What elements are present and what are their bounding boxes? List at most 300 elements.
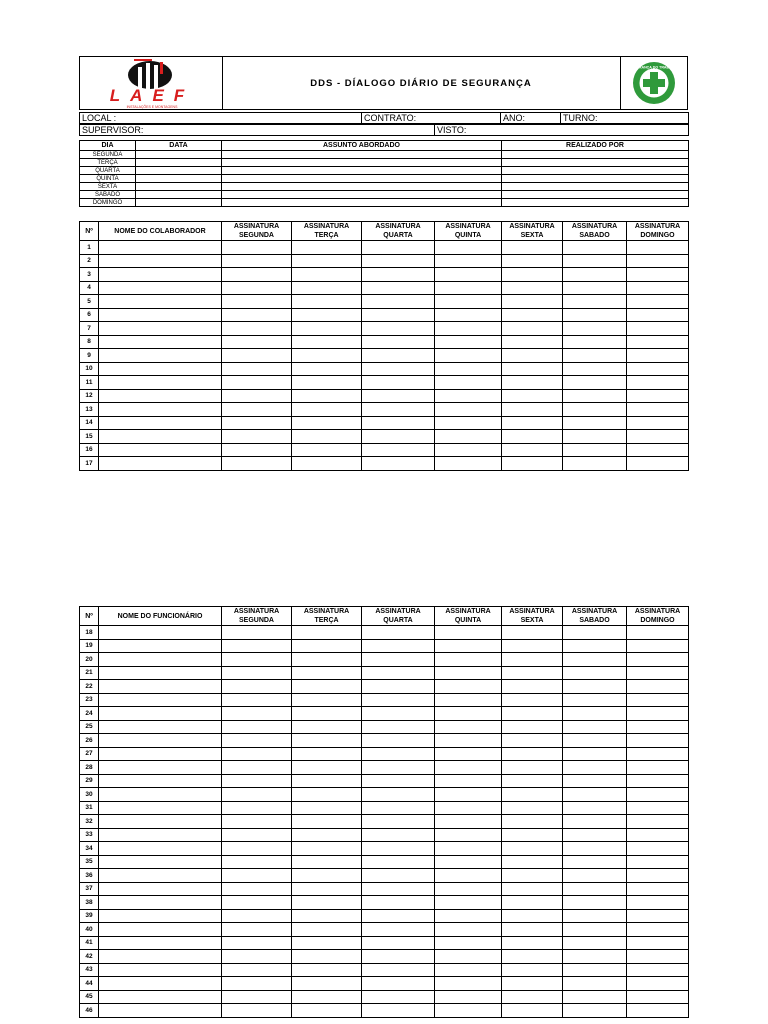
signature-cell[interactable] [222, 990, 292, 1004]
signature-cell[interactable] [563, 869, 627, 883]
signature-cell[interactable] [502, 389, 563, 403]
employee-name-cell[interactable] [99, 376, 222, 390]
signature-cell[interactable] [627, 693, 689, 707]
date-cell[interactable] [136, 175, 222, 183]
signature-cell[interactable] [435, 403, 502, 417]
performed-by-cell[interactable] [502, 183, 689, 191]
signature-cell[interactable] [362, 389, 435, 403]
signature-cell[interactable] [627, 869, 689, 883]
signature-cell[interactable] [435, 923, 502, 937]
turno-field[interactable]: TURNO: [561, 113, 689, 124]
signature-cell[interactable] [627, 990, 689, 1004]
signature-cell[interactable] [627, 788, 689, 802]
signature-cell[interactable] [502, 362, 563, 376]
employee-name-cell[interactable] [99, 443, 222, 457]
signature-cell[interactable] [292, 416, 362, 430]
signature-cell[interactable] [627, 653, 689, 667]
employee-name-cell[interactable] [99, 241, 222, 255]
signature-cell[interactable] [502, 734, 563, 748]
signature-cell[interactable] [362, 254, 435, 268]
signature-cell[interactable] [292, 281, 362, 295]
signature-cell[interactable] [362, 909, 435, 923]
signature-cell[interactable] [222, 923, 292, 937]
signature-cell[interactable] [222, 977, 292, 991]
signature-cell[interactable] [222, 734, 292, 748]
signature-cell[interactable] [563, 376, 627, 390]
signature-cell[interactable] [502, 308, 563, 322]
signature-cell[interactable] [435, 416, 502, 430]
signature-cell[interactable] [627, 430, 689, 444]
signature-cell[interactable] [502, 801, 563, 815]
signature-cell[interactable] [292, 349, 362, 363]
signature-cell[interactable] [292, 909, 362, 923]
employee-name-cell[interactable] [99, 308, 222, 322]
signature-cell[interactable] [362, 990, 435, 1004]
employee-name-cell[interactable] [99, 349, 222, 363]
signature-cell[interactable] [362, 734, 435, 748]
employee-name-cell[interactable] [99, 963, 222, 977]
signature-cell[interactable] [627, 882, 689, 896]
signature-cell[interactable] [292, 882, 362, 896]
signature-cell[interactable] [222, 936, 292, 950]
signature-cell[interactable] [362, 896, 435, 910]
employee-name-cell[interactable] [99, 626, 222, 640]
signature-cell[interactable] [435, 680, 502, 694]
performed-by-cell[interactable] [502, 175, 689, 183]
signature-cell[interactable] [292, 842, 362, 856]
signature-cell[interactable] [362, 666, 435, 680]
signature-cell[interactable] [502, 882, 563, 896]
employee-name-cell[interactable] [99, 281, 222, 295]
signature-cell[interactable] [222, 254, 292, 268]
signature-cell[interactable] [222, 869, 292, 883]
signature-cell[interactable] [222, 720, 292, 734]
signature-cell[interactable] [627, 639, 689, 653]
signature-cell[interactable] [502, 977, 563, 991]
signature-cell[interactable] [362, 977, 435, 991]
signature-cell[interactable] [362, 869, 435, 883]
signature-cell[interactable] [292, 639, 362, 653]
date-cell[interactable] [136, 151, 222, 159]
signature-cell[interactable] [362, 855, 435, 869]
signature-cell[interactable] [502, 322, 563, 336]
signature-cell[interactable] [563, 761, 627, 775]
signature-cell[interactable] [292, 362, 362, 376]
signature-cell[interactable] [435, 443, 502, 457]
signature-cell[interactable] [627, 362, 689, 376]
signature-cell[interactable] [362, 801, 435, 815]
signature-cell[interactable] [292, 268, 362, 282]
signature-cell[interactable] [502, 268, 563, 282]
signature-cell[interactable] [627, 295, 689, 309]
performed-by-cell[interactable] [502, 199, 689, 207]
signature-cell[interactable] [627, 335, 689, 349]
employee-name-cell[interactable] [99, 815, 222, 829]
signature-cell[interactable] [362, 639, 435, 653]
signature-cell[interactable] [502, 653, 563, 667]
signature-cell[interactable] [222, 389, 292, 403]
signature-cell[interactable] [435, 720, 502, 734]
signature-cell[interactable] [222, 788, 292, 802]
signature-cell[interactable] [222, 950, 292, 964]
signature-cell[interactable] [502, 349, 563, 363]
employee-name-cell[interactable] [99, 923, 222, 937]
signature-cell[interactable] [362, 842, 435, 856]
signature-cell[interactable] [362, 416, 435, 430]
signature-cell[interactable] [627, 403, 689, 417]
signature-cell[interactable] [435, 639, 502, 653]
signature-cell[interactable] [435, 1004, 502, 1018]
signature-cell[interactable] [627, 896, 689, 910]
signature-cell[interactable] [502, 457, 563, 471]
signature-cell[interactable] [292, 990, 362, 1004]
signature-cell[interactable] [502, 936, 563, 950]
signature-cell[interactable] [563, 403, 627, 417]
signature-cell[interactable] [563, 801, 627, 815]
signature-cell[interactable] [563, 430, 627, 444]
signature-cell[interactable] [502, 761, 563, 775]
signature-cell[interactable] [627, 909, 689, 923]
signature-cell[interactable] [435, 963, 502, 977]
signature-cell[interactable] [563, 653, 627, 667]
signature-cell[interactable] [502, 842, 563, 856]
employee-name-cell[interactable] [99, 254, 222, 268]
signature-cell[interactable] [292, 963, 362, 977]
signature-cell[interactable] [435, 376, 502, 390]
signature-cell[interactable] [563, 457, 627, 471]
signature-cell[interactable] [627, 457, 689, 471]
signature-cell[interactable] [435, 855, 502, 869]
signature-cell[interactable] [502, 443, 563, 457]
employee-name-cell[interactable] [99, 268, 222, 282]
signature-cell[interactable] [563, 349, 627, 363]
signature-cell[interactable] [222, 963, 292, 977]
signature-cell[interactable] [627, 923, 689, 937]
signature-cell[interactable] [435, 666, 502, 680]
signature-cell[interactable] [627, 443, 689, 457]
signature-cell[interactable] [222, 896, 292, 910]
signature-cell[interactable] [362, 774, 435, 788]
signature-cell[interactable] [435, 909, 502, 923]
signature-cell[interactable] [435, 457, 502, 471]
date-cell[interactable] [136, 167, 222, 175]
signature-cell[interactable] [435, 842, 502, 856]
employee-name-cell[interactable] [99, 416, 222, 430]
employee-name-cell[interactable] [99, 896, 222, 910]
signature-cell[interactable] [435, 828, 502, 842]
signature-cell[interactable] [563, 639, 627, 653]
signature-cell[interactable] [292, 403, 362, 417]
signature-cell[interactable] [362, 349, 435, 363]
signature-cell[interactable] [292, 430, 362, 444]
employee-name-cell[interactable] [99, 720, 222, 734]
signature-cell[interactable] [563, 909, 627, 923]
signature-cell[interactable] [502, 788, 563, 802]
signature-cell[interactable] [627, 720, 689, 734]
subject-cell[interactable] [222, 151, 502, 159]
signature-cell[interactable] [502, 707, 563, 721]
employee-name-cell[interactable] [99, 322, 222, 336]
signature-cell[interactable] [502, 430, 563, 444]
signature-cell[interactable] [362, 707, 435, 721]
signature-cell[interactable] [222, 457, 292, 471]
signature-cell[interactable] [222, 774, 292, 788]
signature-cell[interactable] [563, 626, 627, 640]
employee-name-cell[interactable] [99, 335, 222, 349]
signature-cell[interactable] [627, 815, 689, 829]
employee-name-cell[interactable] [99, 693, 222, 707]
signature-cell[interactable] [435, 322, 502, 336]
signature-cell[interactable] [435, 430, 502, 444]
signature-cell[interactable] [222, 403, 292, 417]
signature-cell[interactable] [292, 774, 362, 788]
signature-cell[interactable] [222, 626, 292, 640]
signature-cell[interactable] [222, 241, 292, 255]
employee-name-cell[interactable] [99, 882, 222, 896]
signature-cell[interactable] [435, 950, 502, 964]
signature-cell[interactable] [292, 693, 362, 707]
signature-cell[interactable] [222, 653, 292, 667]
signature-cell[interactable] [292, 896, 362, 910]
signature-cell[interactable] [502, 376, 563, 390]
signature-cell[interactable] [292, 295, 362, 309]
signature-cell[interactable] [292, 335, 362, 349]
signature-cell[interactable] [627, 855, 689, 869]
signature-cell[interactable] [292, 855, 362, 869]
signature-cell[interactable] [222, 268, 292, 282]
signature-cell[interactable] [222, 1004, 292, 1018]
signature-cell[interactable] [292, 322, 362, 336]
signature-cell[interactable] [435, 254, 502, 268]
signature-cell[interactable] [292, 977, 362, 991]
signature-cell[interactable] [435, 281, 502, 295]
signature-cell[interactable] [222, 349, 292, 363]
signature-cell[interactable] [563, 990, 627, 1004]
signature-cell[interactable] [222, 680, 292, 694]
signature-cell[interactable] [362, 403, 435, 417]
signature-cell[interactable] [362, 963, 435, 977]
employee-name-cell[interactable] [99, 761, 222, 775]
signature-cell[interactable] [627, 734, 689, 748]
signature-cell[interactable] [627, 626, 689, 640]
signature-cell[interactable] [502, 747, 563, 761]
signature-cell[interactable] [502, 923, 563, 937]
signature-cell[interactable] [502, 295, 563, 309]
signature-cell[interactable] [435, 815, 502, 829]
signature-cell[interactable] [292, 720, 362, 734]
employee-name-cell[interactable] [99, 734, 222, 748]
ano-field[interactable]: ANO: [501, 113, 561, 124]
signature-cell[interactable] [563, 335, 627, 349]
signature-cell[interactable] [362, 936, 435, 950]
signature-cell[interactable] [435, 295, 502, 309]
signature-cell[interactable] [292, 653, 362, 667]
signature-cell[interactable] [362, 882, 435, 896]
signature-cell[interactable] [627, 666, 689, 680]
signature-cell[interactable] [502, 639, 563, 653]
subject-cell[interactable] [222, 175, 502, 183]
signature-cell[interactable] [563, 828, 627, 842]
signature-cell[interactable] [627, 977, 689, 991]
employee-name-cell[interactable] [99, 788, 222, 802]
signature-cell[interactable] [563, 308, 627, 322]
signature-cell[interactable] [292, 457, 362, 471]
signature-cell[interactable] [362, 747, 435, 761]
signature-cell[interactable] [292, 747, 362, 761]
employee-name-cell[interactable] [99, 639, 222, 653]
signature-cell[interactable] [563, 443, 627, 457]
signature-cell[interactable] [435, 308, 502, 322]
signature-cell[interactable] [435, 882, 502, 896]
signature-cell[interactable] [222, 295, 292, 309]
signature-cell[interactable] [435, 626, 502, 640]
signature-cell[interactable] [627, 376, 689, 390]
signature-cell[interactable] [222, 376, 292, 390]
signature-cell[interactable] [362, 1004, 435, 1018]
signature-cell[interactable] [222, 707, 292, 721]
employee-name-cell[interactable] [99, 936, 222, 950]
signature-cell[interactable] [362, 788, 435, 802]
signature-cell[interactable] [292, 761, 362, 775]
signature-cell[interactable] [563, 416, 627, 430]
signature-cell[interactable] [435, 788, 502, 802]
signature-cell[interactable] [563, 241, 627, 255]
date-cell[interactable] [136, 159, 222, 167]
signature-cell[interactable] [222, 693, 292, 707]
signature-cell[interactable] [563, 734, 627, 748]
employee-name-cell[interactable] [99, 747, 222, 761]
signature-cell[interactable] [292, 788, 362, 802]
signature-cell[interactable] [563, 950, 627, 964]
signature-cell[interactable] [502, 666, 563, 680]
signature-cell[interactable] [222, 362, 292, 376]
signature-cell[interactable] [435, 747, 502, 761]
signature-cell[interactable] [222, 416, 292, 430]
employee-name-cell[interactable] [99, 403, 222, 417]
signature-cell[interactable] [435, 761, 502, 775]
signature-cell[interactable] [627, 349, 689, 363]
signature-cell[interactable] [435, 653, 502, 667]
signature-cell[interactable] [627, 254, 689, 268]
signature-cell[interactable] [502, 896, 563, 910]
signature-cell[interactable] [362, 626, 435, 640]
employee-name-cell[interactable] [99, 389, 222, 403]
subject-cell[interactable] [222, 191, 502, 199]
signature-cell[interactable] [222, 747, 292, 761]
signature-cell[interactable] [362, 362, 435, 376]
signature-cell[interactable] [362, 308, 435, 322]
signature-cell[interactable] [292, 308, 362, 322]
signature-cell[interactable] [563, 896, 627, 910]
signature-cell[interactable] [362, 376, 435, 390]
signature-cell[interactable] [563, 362, 627, 376]
signature-cell[interactable] [502, 720, 563, 734]
signature-cell[interactable] [292, 680, 362, 694]
performed-by-cell[interactable] [502, 167, 689, 175]
signature-cell[interactable] [435, 801, 502, 815]
signature-cell[interactable] [627, 707, 689, 721]
signature-cell[interactable] [563, 774, 627, 788]
employee-name-cell[interactable] [99, 1004, 222, 1018]
signature-cell[interactable] [222, 430, 292, 444]
signature-cell[interactable] [627, 828, 689, 842]
signature-cell[interactable] [502, 281, 563, 295]
signature-cell[interactable] [627, 416, 689, 430]
subject-cell[interactable] [222, 183, 502, 191]
signature-cell[interactable] [362, 322, 435, 336]
signature-cell[interactable] [627, 950, 689, 964]
subject-cell[interactable] [222, 167, 502, 175]
signature-cell[interactable] [362, 761, 435, 775]
signature-cell[interactable] [292, 801, 362, 815]
signature-cell[interactable] [362, 828, 435, 842]
employee-name-cell[interactable] [99, 977, 222, 991]
signature-cell[interactable] [292, 869, 362, 883]
signature-cell[interactable] [292, 815, 362, 829]
signature-cell[interactable] [627, 936, 689, 950]
signature-cell[interactable] [502, 241, 563, 255]
signature-cell[interactable] [563, 963, 627, 977]
subject-cell[interactable] [222, 159, 502, 167]
contrato-field[interactable]: CONTRATO: [362, 113, 501, 124]
signature-cell[interactable] [435, 869, 502, 883]
signature-cell[interactable] [563, 268, 627, 282]
signature-cell[interactable] [563, 693, 627, 707]
signature-cell[interactable] [292, 389, 362, 403]
signature-cell[interactable] [435, 362, 502, 376]
signature-cell[interactable] [627, 801, 689, 815]
signature-cell[interactable] [362, 241, 435, 255]
signature-cell[interactable] [292, 626, 362, 640]
signature-cell[interactable] [435, 977, 502, 991]
signature-cell[interactable] [362, 268, 435, 282]
signature-cell[interactable] [563, 389, 627, 403]
signature-cell[interactable] [435, 734, 502, 748]
signature-cell[interactable] [222, 666, 292, 680]
signature-cell[interactable] [627, 963, 689, 977]
signature-cell[interactable] [563, 842, 627, 856]
signature-cell[interactable] [563, 923, 627, 937]
signature-cell[interactable] [502, 626, 563, 640]
signature-cell[interactable] [435, 389, 502, 403]
signature-cell[interactable] [502, 855, 563, 869]
employee-name-cell[interactable] [99, 990, 222, 1004]
performed-by-cell[interactable] [502, 151, 689, 159]
signature-cell[interactable] [563, 666, 627, 680]
performed-by-cell[interactable] [502, 191, 689, 199]
signature-cell[interactable] [362, 693, 435, 707]
signature-cell[interactable] [362, 653, 435, 667]
local-field[interactable]: LOCAL : [80, 113, 362, 124]
signature-cell[interactable] [502, 963, 563, 977]
date-cell[interactable] [136, 199, 222, 207]
signature-cell[interactable] [627, 268, 689, 282]
employee-name-cell[interactable] [99, 774, 222, 788]
signature-cell[interactable] [435, 349, 502, 363]
employee-name-cell[interactable] [99, 362, 222, 376]
signature-cell[interactable] [292, 1004, 362, 1018]
signature-cell[interactable] [502, 950, 563, 964]
employee-name-cell[interactable] [99, 842, 222, 856]
signature-cell[interactable] [222, 909, 292, 923]
signature-cell[interactable] [292, 828, 362, 842]
signature-cell[interactable] [292, 376, 362, 390]
signature-cell[interactable] [222, 828, 292, 842]
signature-cell[interactable] [627, 281, 689, 295]
signature-cell[interactable] [362, 335, 435, 349]
signature-cell[interactable] [222, 308, 292, 322]
signature-cell[interactable] [563, 707, 627, 721]
